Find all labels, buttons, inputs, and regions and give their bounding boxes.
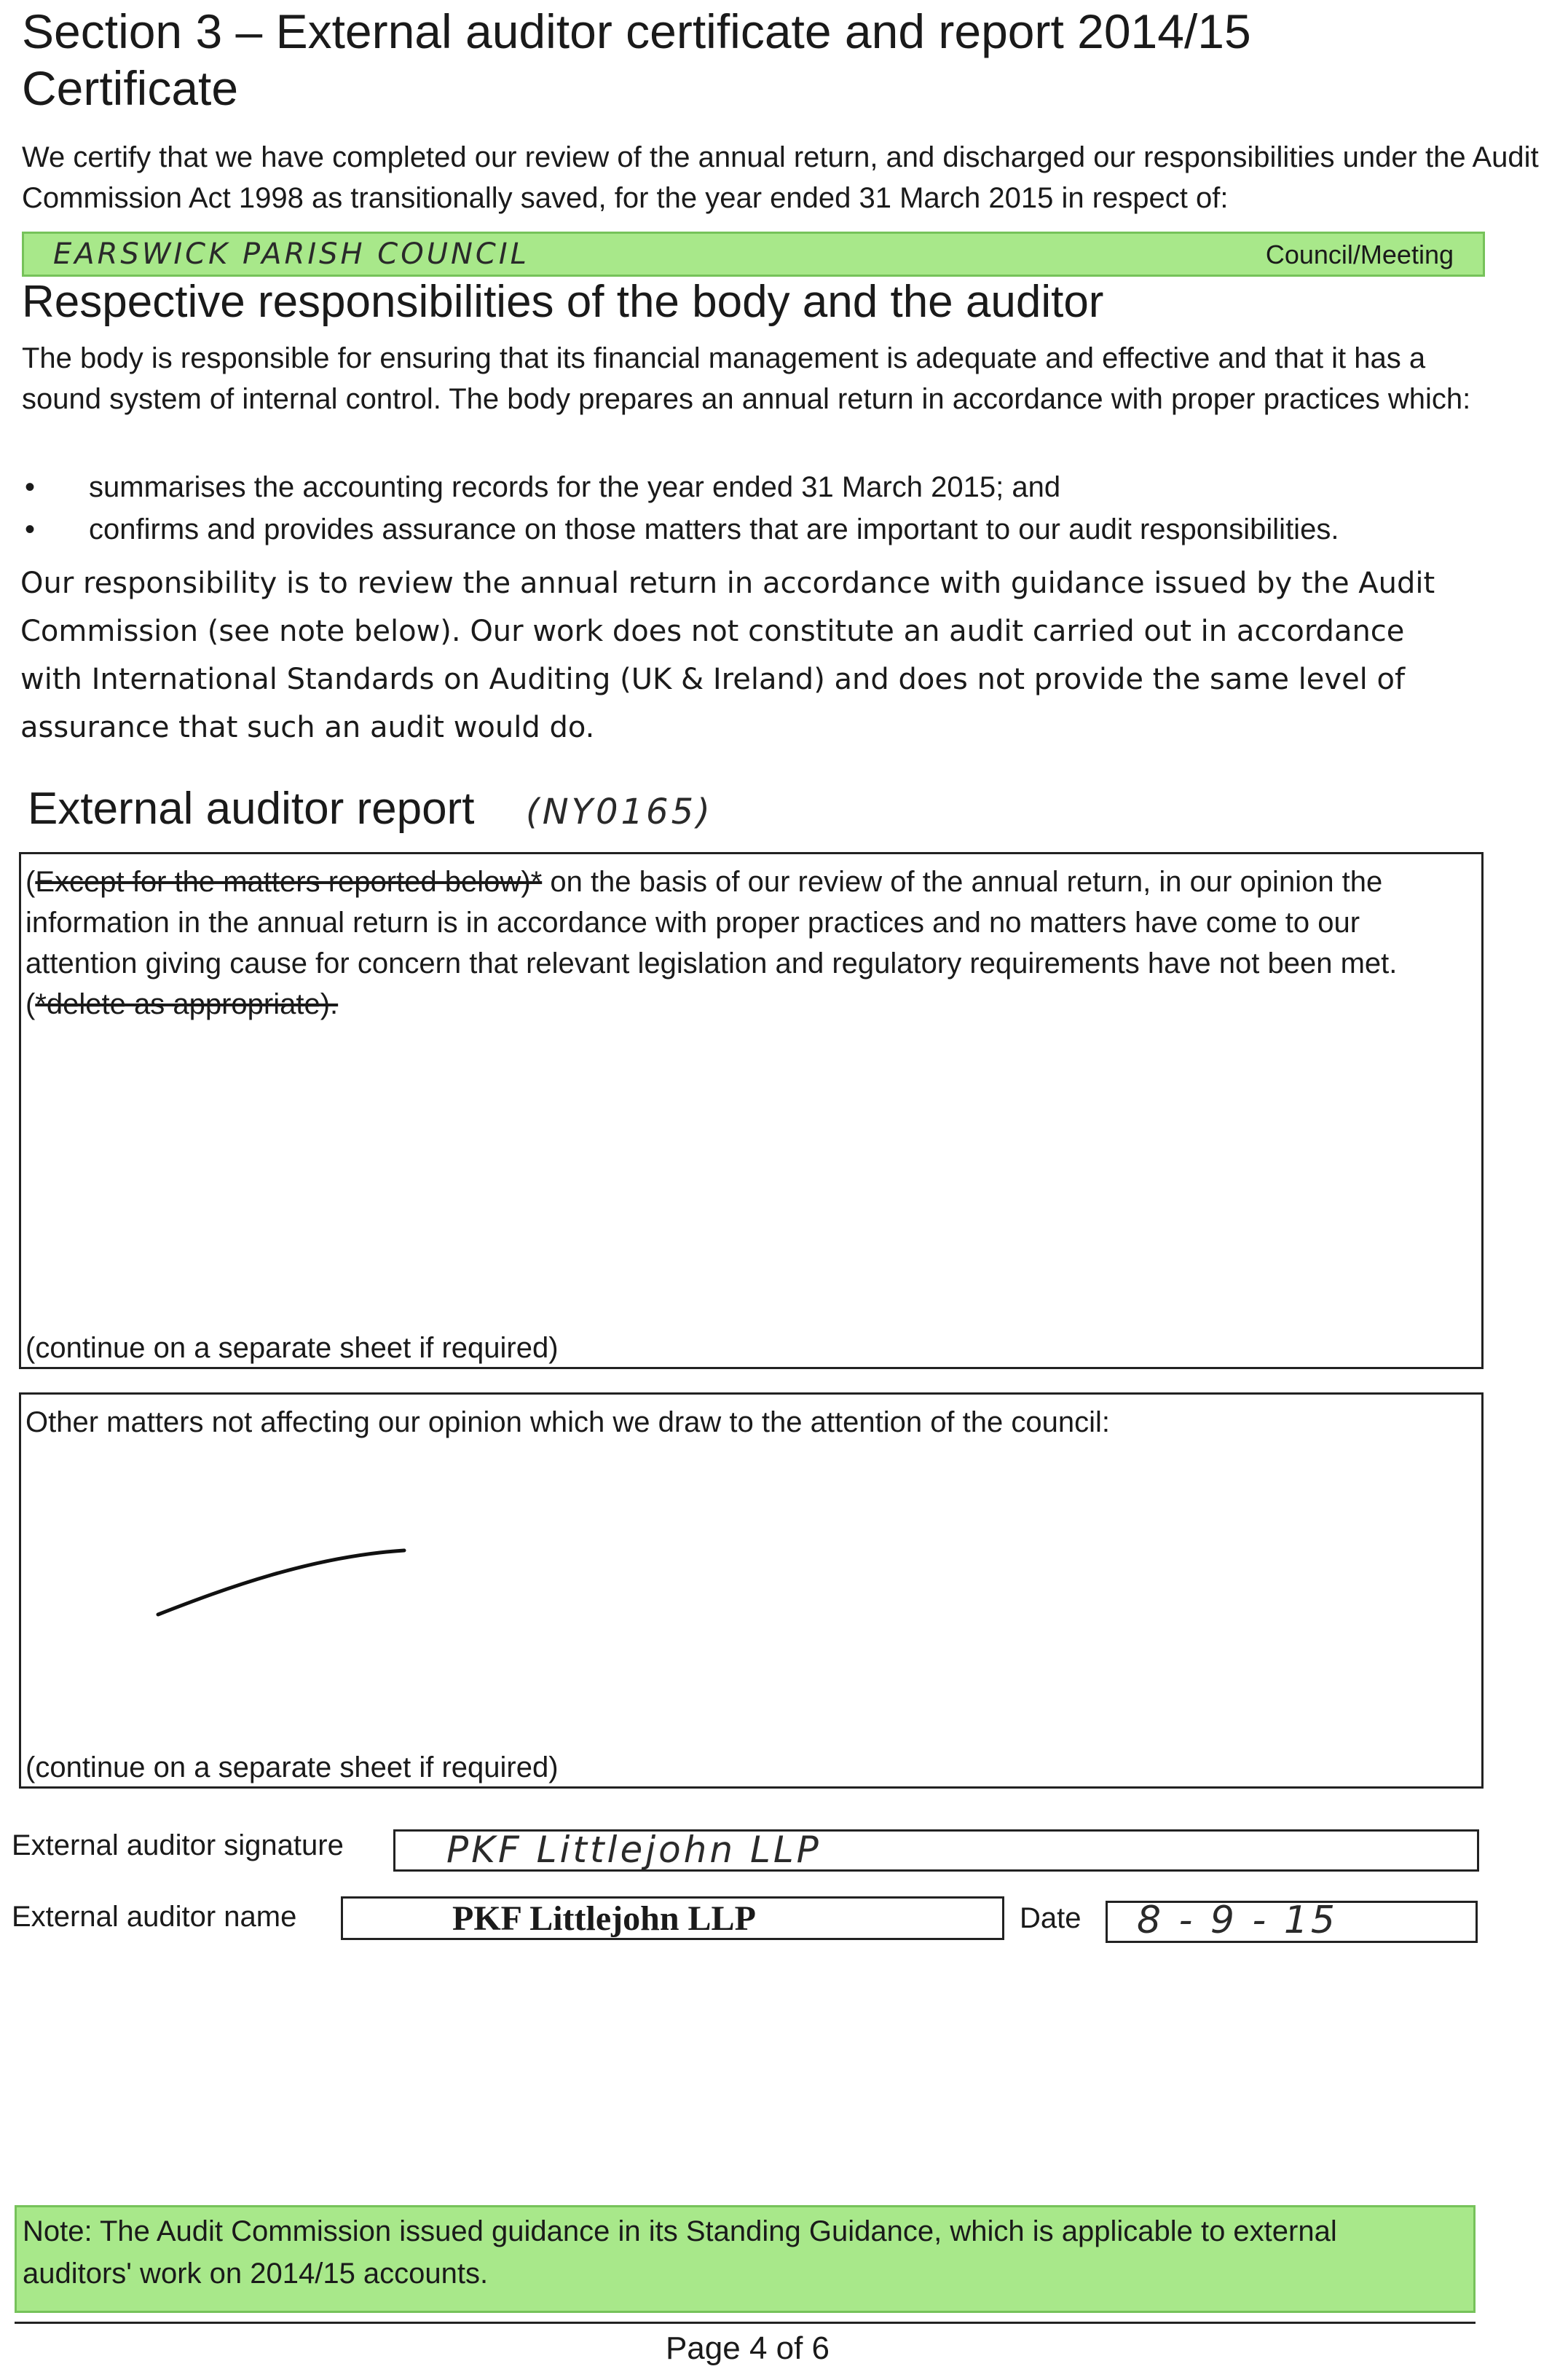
note-text: Note: The Audit Commission issued guidance in its Standing Guidance, which is applicable to external auditors' work on 2014/15 accounts. <box>23 2215 1337 2290</box>
bullet-item: • summarises the accounting records for the year ended 31 March 2015; and <box>22 466 1551 508</box>
report-continue-note: (continue on a separate sheet if required) <box>25 1332 559 1364</box>
report-heading: External auditor report <box>28 784 475 834</box>
auditor-name-field[interactable] <box>341 1896 1004 1940</box>
date-label: Date <box>1020 1902 1082 1934</box>
footer-divider <box>15 2322 1476 2324</box>
responsibilities-intro: The body is responsible for ensuring that its financial management is adequate and effective and that it has a sound system of internal control. The body prepares an annual return in accordance with proper practices which: <box>22 342 1471 415</box>
note-box <box>15 2205 1476 2313</box>
bullet-item: • confirms and provides assurance on those matters that are important to our audit responsibilities. <box>22 508 1551 551</box>
signature-field[interactable] <box>393 1829 1479 1872</box>
report-opinion-text <box>25 862 1475 1025</box>
struck-except-clause: Except for the matters reported below)* <box>35 866 543 898</box>
certificate-heading: Certificate <box>22 61 239 115</box>
report-box <box>19 852 1484 1369</box>
council-name-handwritten: EARSWICK PARISH COUNCIL <box>53 237 529 271</box>
certify-paragraph: We certify that we have completed our review of the annual return, and discharged our responsibilities under the Audit Commission Act 1998 as transitionally saved, for the year ended 31 March 2015 in respect of: <box>22 141 1539 214</box>
other-matters-continue-note: (continue on a separate sheet if required) <box>25 1751 559 1783</box>
date-handwritten: 8 - 9 - 15 <box>1137 1899 1338 1942</box>
auditor-name-label: External auditor name <box>12 1901 297 1933</box>
responsibilities-bullets <box>22 466 1551 551</box>
council-meeting-label: Council/Meeting <box>1265 240 1454 269</box>
auditor-name-stamp: PKF Littlejohn LLP <box>452 1899 756 1938</box>
responsibilities-heading: Respective responsibilities of the body and the auditor <box>22 277 1104 327</box>
auditor-responsibility-paragraph: Our responsibility is to review the annual return in accordance with guidance issued by the Audit Commission (see note below). Our work does not constitute an audit carried out in accordance with International Standards on Auditing (UK & Ireland) and does not provide the same level of assurance that such an audit would do. <box>20 567 1435 744</box>
signature-handwritten: PKF Littlejohn LLP <box>446 1829 822 1871</box>
section-title: Section 3 – External auditor certificate and report 2014/15 <box>22 4 1251 58</box>
date-field[interactable] <box>1106 1901 1478 1943</box>
report-reference-handwritten: (NY0165) <box>526 792 713 832</box>
struck-delete-note: *delete as appropriate). <box>35 988 339 1020</box>
open-paren: ( <box>25 866 36 898</box>
page-number: Page 4 of 6 <box>665 2330 830 2366</box>
signature-label: External auditor signature <box>12 1829 344 1861</box>
other-matters-label: Other matters not affecting our opinion which we draw to the attention of the council: <box>25 1406 1111 1438</box>
handwritten-strike-line <box>138 1518 414 1628</box>
opinion-body: on the basis of our review of the annual return, in our opinion the information in the annual return is in accordance with proper practices and no matters have come to our attention giving cause for concern that relevant legislation and regulatory requirements have not been met. ( <box>25 866 1398 1020</box>
council-name-field[interactable] <box>22 232 1485 277</box>
other-matters-box <box>19 1392 1484 1789</box>
